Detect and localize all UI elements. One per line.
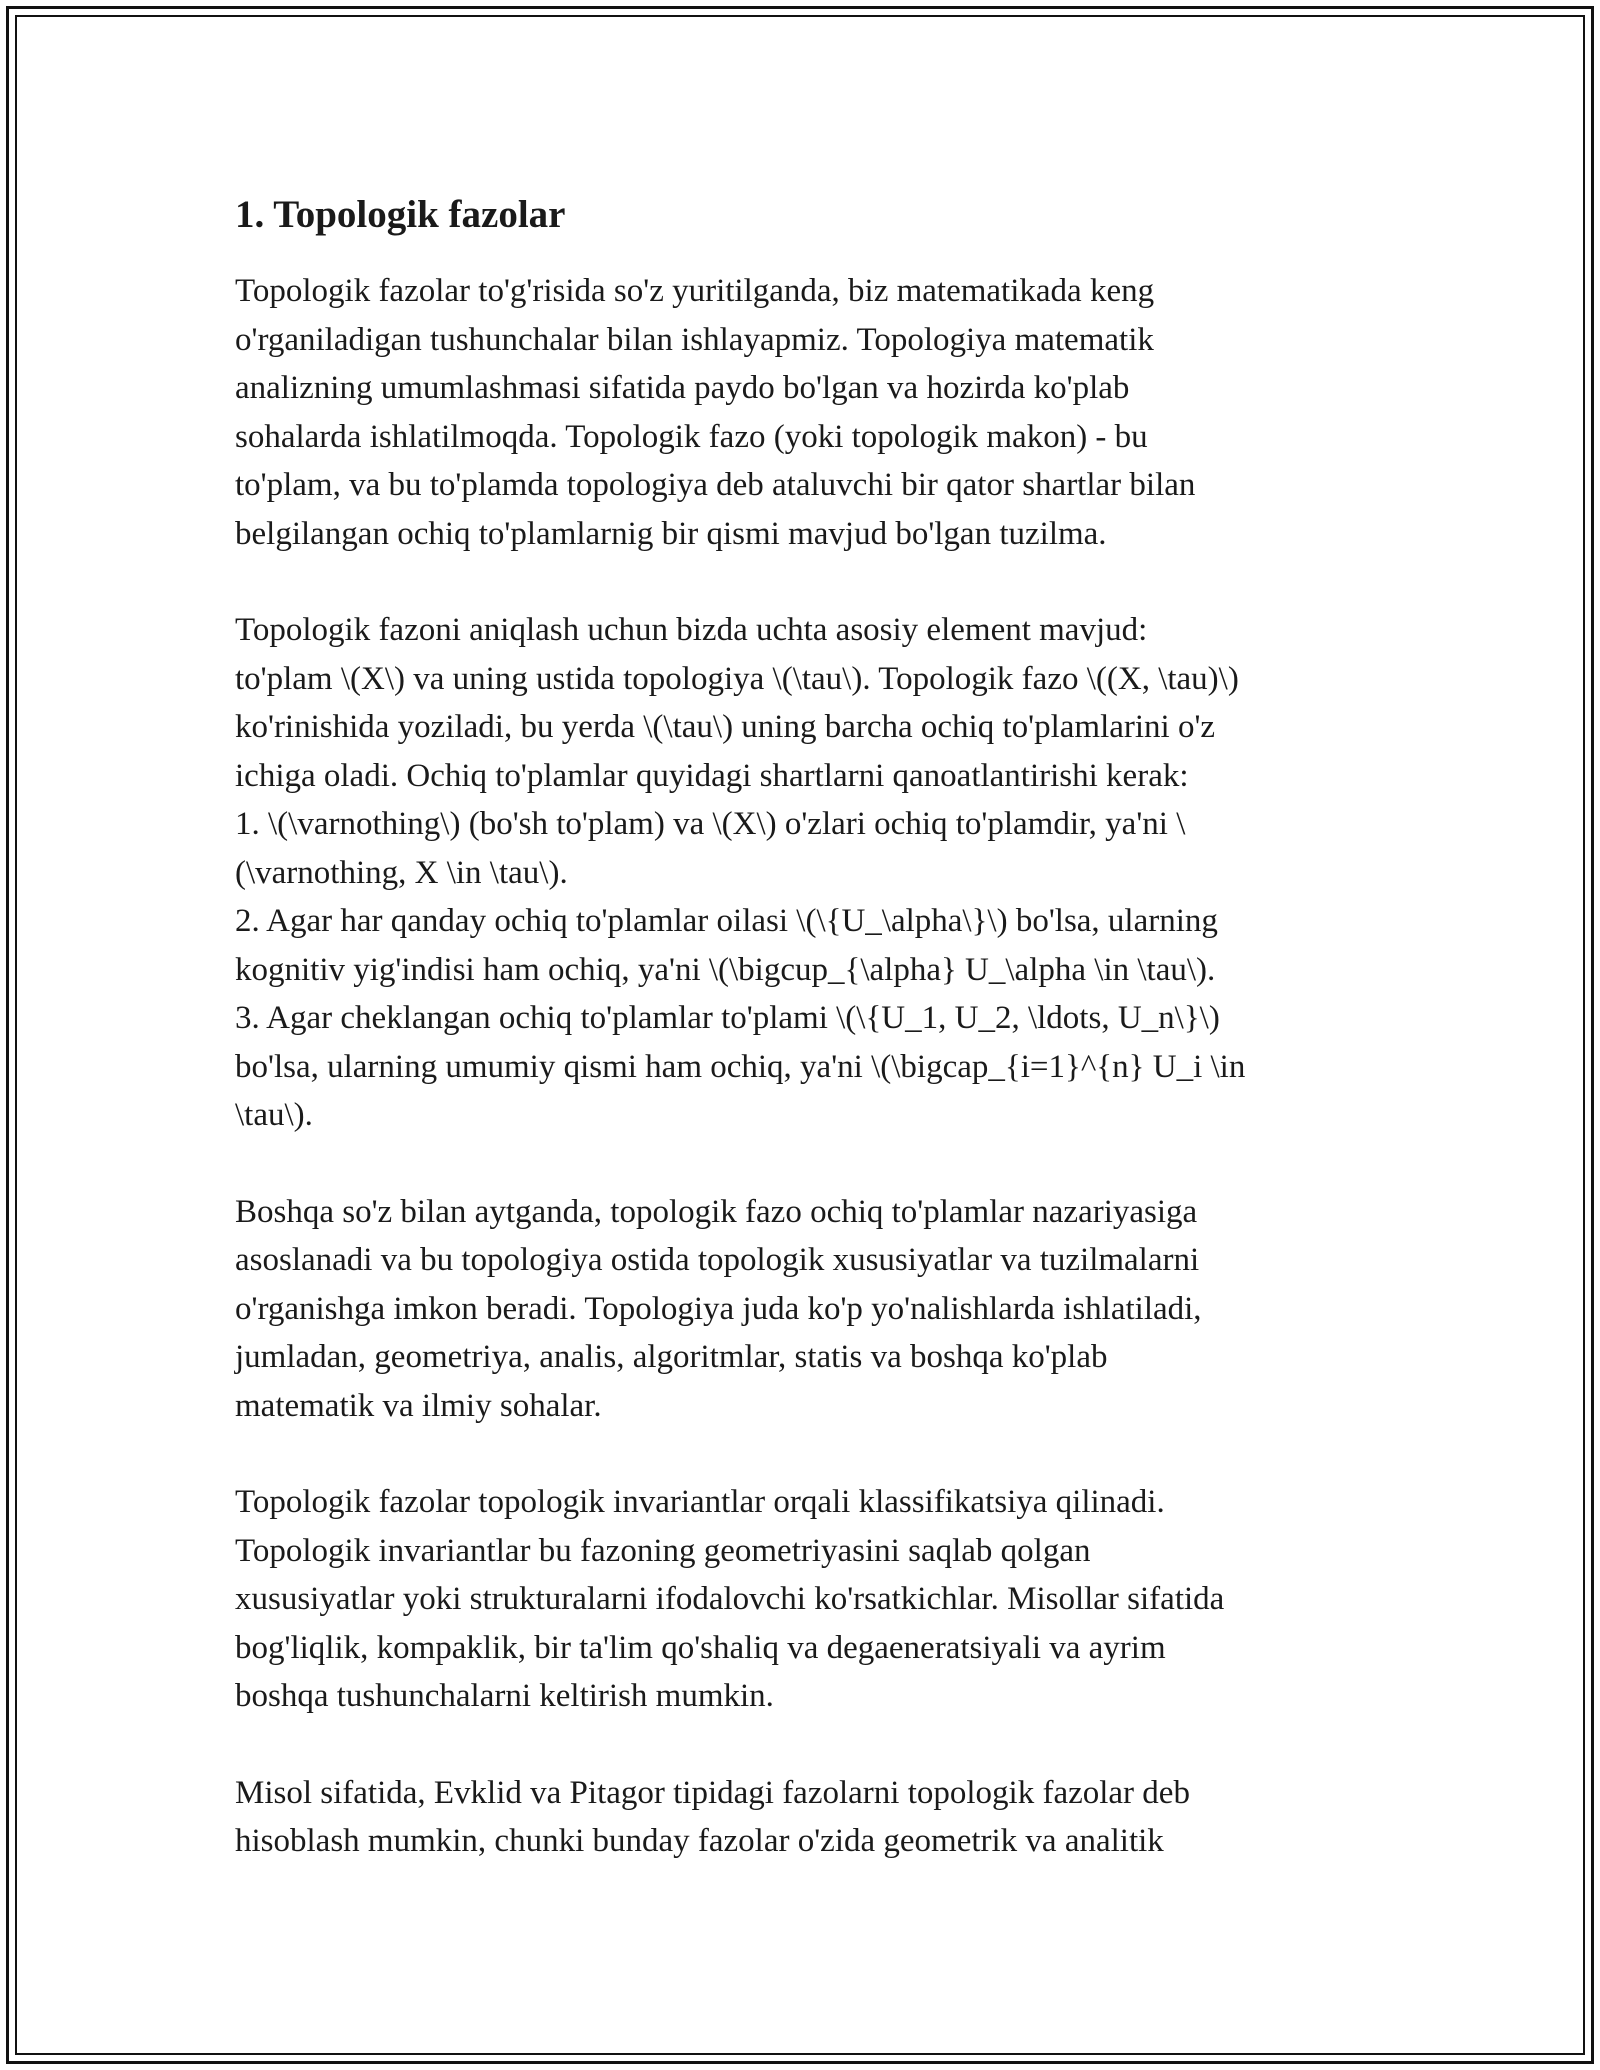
paragraph [235, 267, 1365, 558]
paragraph-line: o'rganiladigan tushunchalar bilan ishlayapmiz. Topologiya matematik [235, 321, 1154, 358]
paragraph [235, 1478, 1365, 1721]
paragraph-line: Topologik fazolar to'g'risida so'z yuritilganda, biz matematikada keng [235, 273, 1155, 309]
paragraph-line: Misol sifatida, Evklid va Pitagor tipidagi fazolarni topologik fazolar deb [235, 1774, 1190, 1811]
paragraph-line: to'plam, va bu to'plamda topologiya deb ataluvchi bir qator shartlar bilan [235, 467, 1196, 503]
paragraph-line: ko'rinishida yoziladi, bu yerda \(\tau\) uning barcha ochiq to'plamlarini o'z [235, 709, 1216, 745]
paragraph-line: (\varnothing, X \in \tau\). [235, 854, 568, 891]
paragraph [235, 1769, 1365, 1866]
paragraph [235, 606, 1365, 1140]
paragraph-line: belgilangan ochiq to'plamlarnig bir qismi mavjud bo'lgan tuzilma. [235, 515, 1107, 552]
paragraph-line: jumladan, geometriya, analis, algoritmlar, statis va boshqa ko'plab [235, 1339, 1108, 1375]
paragraph-line: hisoblash mumkin, chunki bunday fazolar o'zida geometrik va analitik [235, 1823, 1164, 1859]
paragraph-line: sohalarda ishlatilmoqda. Topologik fazo (yoki topologik makon) - bu [235, 418, 1148, 455]
paragraph-line: 1. \(\varnothing\) (bo'sh to'plam) va \(X\) o'zlari ochiq to'plamdir, ya'ni \ [235, 806, 1186, 842]
paragraph [235, 1188, 1365, 1431]
page-title: 1. Topologik fazolar [235, 193, 566, 236]
paragraph-line: 3. Agar cheklangan ochiq to'plamlar to'plami \(\{U_1, U_2, \ldots, U_n\}\) [235, 1000, 1220, 1036]
paragraph-line: bo'lsa, ularning umumiy qismi ham ochiq, ya'ni \(\bigcap_{i=1}^{n} U_i \in [235, 1048, 1246, 1085]
paragraph-line: kognitiv yig'indisi ham ochiq, ya'ni \(\bigcup_{\alpha} U_\alpha \in \tau\). [235, 951, 1216, 988]
paragraph-line: boshqa tushunchalarni keltirish mumkin. [235, 1678, 774, 1714]
paragraph-line: bog'liqlik, kompaklik, bir ta'lim qo'shaliq va degaeneratsiyali va ayrim [235, 1629, 1166, 1666]
paragraph-line: xususiyatlar yoki strukturalarni ifodalovchi ko'rsatkichlar. Misollar sifatida [235, 1581, 1225, 1617]
paragraph-line: Topologik invariantlar bu fazoning geometriyasini saqlab qolgan [235, 1532, 1091, 1569]
paragraph-line: o'rganishga imkon beradi. Topologiya juda ko'p yo'nalishlarda ishlatiladi, [235, 1290, 1202, 1327]
paragraph-container [235, 267, 1365, 1866]
document-body [235, 185, 1365, 1914]
paragraph-line: to'plam \(X\) va uning ustida topologiya \(\tau\). Topologik fazo \((X, \tau)\) [235, 660, 1239, 697]
paragraph-line: 2. Agar har qanday ochiq to'plamlar oilasi \(\{U_\alpha\}\) bo'lsa, ularning [235, 903, 1218, 939]
paragraph-line: matematik va ilmiy sohalar. [235, 1387, 602, 1424]
paragraph-line: \tau\). [235, 1097, 313, 1133]
paragraph-line: ichiga oladi. Ochiq to'plamlar quyidagi shartlarni qanoatlantirishi kerak: [235, 757, 1189, 794]
paragraph-line: Boshqa so'z bilan aytganda, topologik fazo ochiq to'plamlar nazariyasiga [235, 1193, 1198, 1230]
paragraph-line: Topologik fazoni aniqlash uchun bizda uchta asosiy element mavjud: [235, 612, 1148, 648]
paragraph-line: analizning umumlashmasi sifatida paydo bo'lgan va hozirda ko'plab [235, 370, 1130, 406]
paragraph-line: Topologik fazolar topologik invariantlar orqali klassifikatsiya qilinadi. [235, 1484, 1165, 1520]
paragraph-line: asoslanadi va bu topologiya ostida topologik xususiyatlar va tuzilmalarni [235, 1242, 1200, 1278]
